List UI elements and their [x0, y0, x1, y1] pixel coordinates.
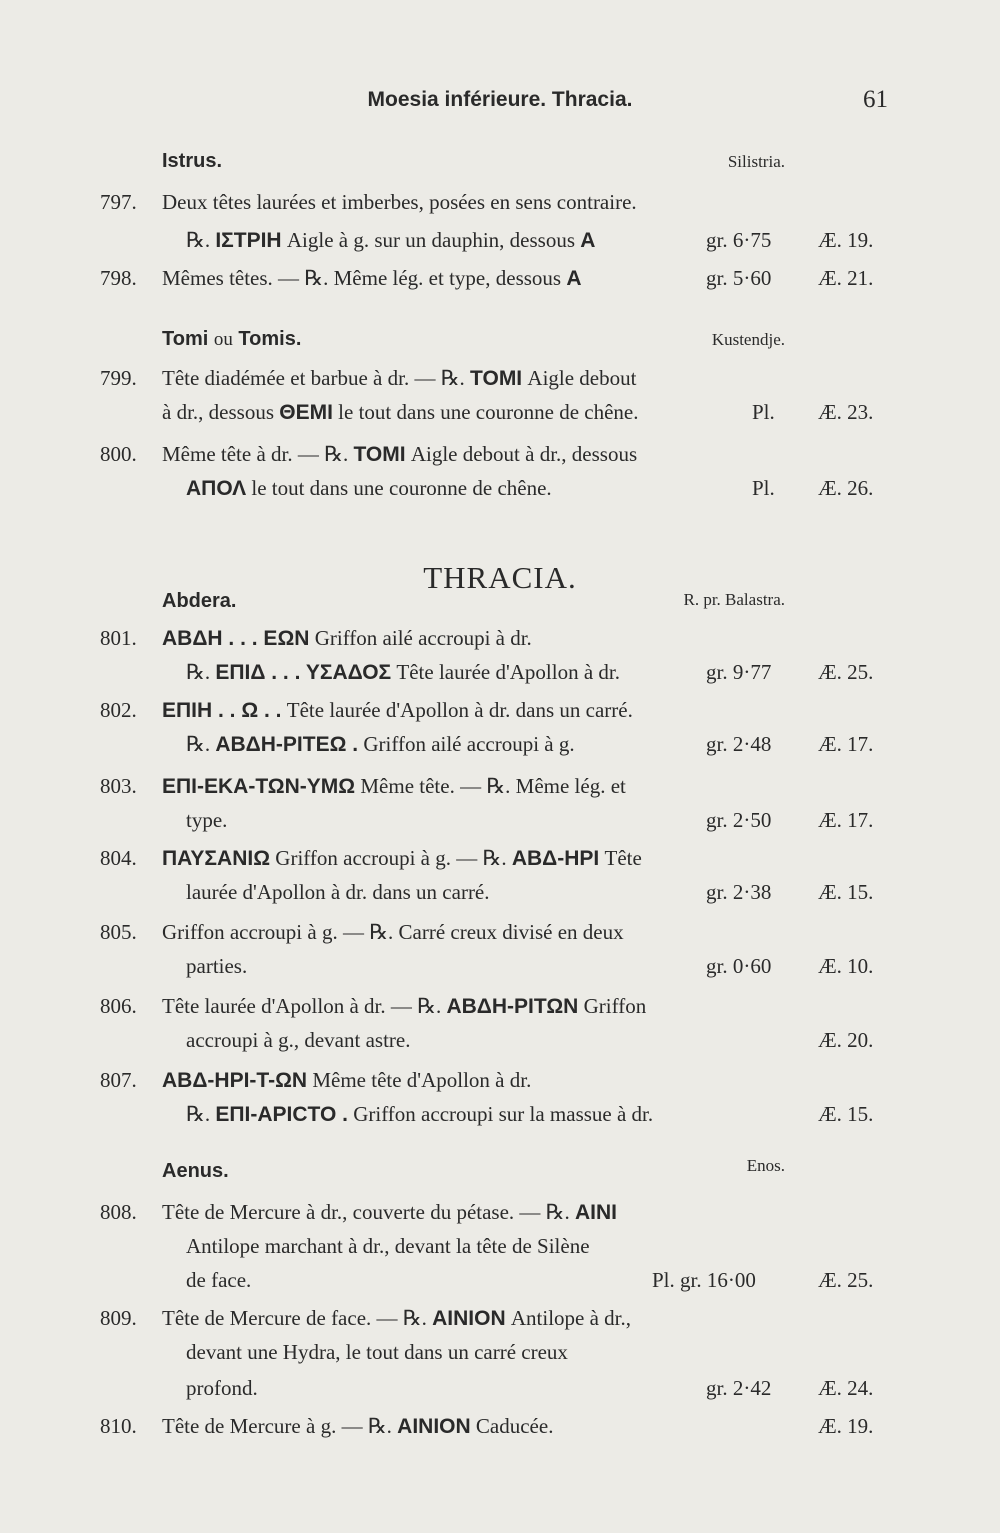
- greek-legend: ΑΒΔΗ-ΡΙΤΩΝ: [446, 995, 579, 1018]
- entry-text: Tête diadémée et barbue à dr. — ℞.: [162, 366, 465, 390]
- entry-text: Tête de Mercure de face. — ℞.: [162, 1306, 427, 1330]
- greek-legend: ΕΠΙ-ΕΚΑ-ΤΩΝ-ΥΜΩ: [162, 775, 356, 798]
- entry-text: Tête de Mercure à g. — ℞.: [162, 1414, 392, 1438]
- entry-text: [162, 1200, 617, 1225]
- metal-size: Æ. 10.: [818, 954, 874, 978]
- entry-text: Tête de Mercure à dr., couverte du pétase. — ℞.: [162, 1200, 570, 1224]
- entry-number: 806.: [100, 994, 137, 1018]
- entry-text: de face.: [186, 1268, 252, 1292]
- greek-legend: ΑΙΝΙΟΝ: [432, 1307, 506, 1330]
- entry-text: Caducée.: [475, 1414, 554, 1438]
- greek-legend: ΑΒΔ-ΗΡΙ: [511, 847, 600, 870]
- entry-text: [162, 442, 637, 467]
- greek-legend: ΑΒΔΗ-ΡΙΤΕΩ .: [215, 733, 359, 756]
- metal-size: Æ. 17.: [818, 808, 874, 832]
- reverse-symbol: ℞.: [186, 228, 211, 252]
- entry-text: type.: [186, 808, 228, 832]
- entry-number: 810.: [100, 1414, 137, 1438]
- place-silistria: Silistria.: [727, 152, 785, 171]
- running-header: [0, 86, 1000, 120]
- weight: gr. 2·48: [706, 732, 772, 756]
- entry-text: accroupi à g., devant astre.: [186, 1028, 411, 1052]
- greek-legend: ΕΠΙΗ . . Ω . .: [162, 699, 282, 722]
- entry-text: [162, 626, 532, 651]
- entry-text: profond.: [186, 1376, 258, 1400]
- entry-text: Mêmes têtes. — ℞. Même lég. et type, dessous: [162, 266, 562, 290]
- entry-text: Tête: [604, 846, 642, 870]
- section-title: THRACIA.: [423, 560, 577, 595]
- weight: gr. 5·60: [706, 266, 772, 290]
- entry-text: Même tête. — ℞. Même lég. et: [360, 774, 626, 798]
- metal-size: Æ. 25.: [818, 660, 874, 684]
- metal-size: Æ. 21.: [818, 266, 874, 290]
- entry-number: 802.: [100, 698, 137, 722]
- entry-text: Antilope à dr.,: [510, 1306, 632, 1330]
- entry-number: 804.: [100, 846, 137, 870]
- entry-text: [162, 1068, 531, 1093]
- entry-text: Même tête d'Apollon à dr.: [312, 1068, 532, 1092]
- weight: gr. 9·77: [706, 660, 772, 684]
- entry-number: 808.: [100, 1200, 137, 1224]
- metal-size: Æ. 15.: [818, 1102, 874, 1126]
- greek-legend: Α: [566, 267, 582, 290]
- greek-legend: ΘΕΜΙ: [279, 401, 333, 424]
- metal-size: Æ. 25.: [818, 1268, 874, 1292]
- metal-size: Æ. 26.: [818, 476, 874, 500]
- weight: gr. 2·50: [706, 808, 772, 832]
- entry-text: Griffon accroupi à g. — ℞. Carré creux divisé en deux: [162, 920, 624, 944]
- entry-text: Aigle à g. sur un dauphin, dessous: [286, 228, 575, 252]
- greek-legend: ΠΑΥΣΑΝΙΩ: [162, 847, 271, 870]
- greek-legend: ΕΠΙΔ . . . ΥΣΑΔΟΣ: [215, 661, 392, 684]
- entry-text: Même tête à dr. — ℞.: [162, 442, 349, 466]
- entry-number: 797.: [100, 190, 137, 214]
- place-kustendje: Kustendje.: [711, 330, 785, 349]
- entry-text: le tout dans une couronne de chêne.: [251, 476, 552, 500]
- greek-legend: ΑΙΝΙΟΝ: [397, 1415, 471, 1438]
- entry-text: [162, 1414, 553, 1439]
- city-heading-abdera: Abdera.: [162, 590, 237, 612]
- connector-word: ou: [213, 329, 233, 350]
- entry-text: parties.: [186, 954, 248, 978]
- entry-text: à dr., dessous: [162, 400, 274, 424]
- entry-text: [162, 366, 636, 391]
- entry-text: Griffon accroupi à g. — ℞.: [275, 846, 507, 870]
- plate-ref: Pl.: [752, 476, 775, 500]
- entry-text: Aigle debout à dr., dessous: [410, 442, 638, 466]
- metal-size: Æ. 19.: [818, 228, 874, 252]
- greek-legend: ΕΠΙ-ΑΡΙCΤΟ .: [215, 1103, 348, 1126]
- weight: gr. 2·42: [706, 1376, 772, 1400]
- greek-legend: ΤΟΜΙ: [470, 367, 523, 390]
- entry-text: [162, 400, 638, 425]
- entry-text: [162, 846, 642, 871]
- entry-number: 807.: [100, 1068, 137, 1092]
- entry-text: [162, 994, 646, 1019]
- entry-number: 801.: [100, 626, 137, 650]
- metal-size: Æ. 19.: [818, 1414, 874, 1438]
- entry-text: [186, 660, 620, 685]
- entry-text: Griffon ailé accroupi à dr.: [314, 626, 532, 650]
- entry-text: [162, 266, 582, 291]
- entry-text: [186, 1102, 653, 1127]
- greek-legend: ΑΒΔΗ . . . ΕΩΝ: [162, 627, 310, 650]
- city-heading-istrus: Istrus.: [162, 150, 223, 172]
- entry-text: Griffon: [583, 994, 647, 1018]
- entry-text: Aigle debout: [527, 366, 637, 390]
- entry-text: Griffon ailé accroupi à g.: [363, 732, 575, 756]
- entry-text: Tête laurée d'Apollon à dr. — ℞.: [162, 994, 442, 1018]
- place-enos: Enos.: [746, 1156, 785, 1175]
- metal-size: Æ. 24.: [818, 1376, 874, 1400]
- entry-text: Deux têtes laurées et imberbes, posées en sens contraire.: [162, 190, 637, 214]
- header-title: Moesia inférieure. Thracia.: [367, 88, 633, 111]
- city-heading-tomi: [162, 328, 301, 351]
- page-number: 61: [863, 86, 888, 113]
- entry-text: devant une Hydra, le tout dans un carré creux: [186, 1340, 568, 1364]
- entry-text: [186, 228, 595, 253]
- entry-text: Tête laurée d'Apollon à dr.: [396, 660, 621, 684]
- reverse-symbol: ℞.: [186, 660, 211, 684]
- greek-legend: ΙΣΤΡΙΗ: [215, 229, 282, 252]
- entry-number: 803.: [100, 774, 137, 798]
- entry-text: [162, 1306, 631, 1331]
- entry-text: le tout dans une couronne de chêne.: [338, 400, 639, 424]
- greek-legend: ΤΟΜΙ: [353, 443, 406, 466]
- weight: gr. 2·38: [706, 880, 772, 904]
- entry-number: 805.: [100, 920, 137, 944]
- entry-number: 809.: [100, 1306, 137, 1330]
- weight: gr. 0·60: [706, 954, 772, 978]
- greek-legend: ΑΠΟΛ: [186, 477, 247, 500]
- metal-size: Æ. 15.: [818, 880, 874, 904]
- reverse-symbol: ℞.: [186, 732, 211, 756]
- reverse-symbol: ℞.: [186, 1102, 211, 1126]
- entry-text: [186, 476, 552, 501]
- city-name: Tomis.: [238, 328, 302, 350]
- city-heading-aenus: Aenus.: [162, 1160, 229, 1182]
- city-name: Tomi: [162, 328, 209, 350]
- metal-size: Æ. 23.: [818, 400, 874, 424]
- metal-size: Æ. 17.: [818, 732, 874, 756]
- metal-size: Æ. 20.: [818, 1028, 874, 1052]
- entry-number: 798.: [100, 266, 137, 290]
- greek-legend: ΑΒΔ-ΗΡΙ-Τ-ΩΝ: [162, 1069, 308, 1092]
- weight: Pl. gr. 16·00: [652, 1268, 756, 1292]
- entry-text: [162, 774, 626, 799]
- place-balastra: R. pr. Balastra.: [683, 590, 785, 609]
- entry-text: [186, 732, 575, 757]
- greek-legend: Α: [580, 229, 596, 252]
- entry-text: Griffon accroupi sur la massue à dr.: [353, 1102, 654, 1126]
- entry-number: 800.: [100, 442, 137, 466]
- plate-ref: Pl.: [752, 400, 775, 424]
- entry-text: Antilope marchant à dr., devant la tête de Silène: [186, 1234, 590, 1258]
- entry-text: Tête laurée d'Apollon à dr. dans un carré.: [286, 698, 633, 722]
- entry-number: 799.: [100, 366, 137, 390]
- entry-text: [162, 698, 633, 723]
- weight: gr. 6·75: [706, 228, 772, 252]
- entry-text: laurée d'Apollon à dr. dans un carré.: [186, 880, 490, 904]
- greek-legend: ΑΙΝΙ: [575, 1201, 617, 1224]
